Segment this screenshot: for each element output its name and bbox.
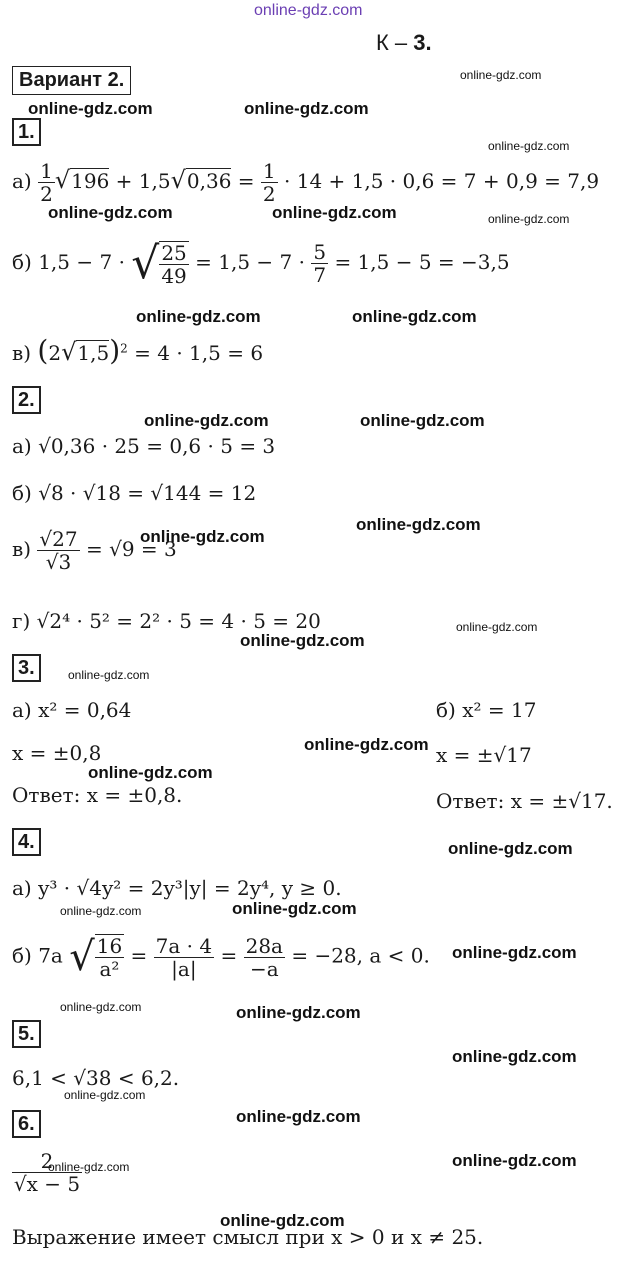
watermark: online-gdz.com xyxy=(488,139,570,153)
watermark: online-gdz.com xyxy=(48,1160,130,1174)
task6-text: Выражение имеет смысл при x > 0 и x ≠ 25. xyxy=(12,1225,484,1249)
watermark: online-gdz.com xyxy=(236,1107,361,1126)
watermark: online-gdz.com xyxy=(452,1047,577,1066)
test-title-number: 3. xyxy=(413,30,432,55)
watermark: online-gdz.com xyxy=(272,203,397,222)
expr: = xyxy=(220,943,238,968)
watermark: online-gdz.com xyxy=(460,68,542,82)
watermark: online-gdz.com xyxy=(232,899,357,918)
watermark: online-gdz.com xyxy=(236,1003,361,1022)
task3-a1: а) x² = 0,64 xyxy=(12,698,132,722)
label: а) xyxy=(12,169,32,193)
variant-label: Вариант 2. xyxy=(12,66,131,95)
watermark: online-gdz.com xyxy=(144,411,269,430)
expr: = 4 · 1,5 = 6 xyxy=(134,341,264,365)
task-number-1: 1. xyxy=(12,118,41,146)
fraction: $\frac{1}{2}$ xyxy=(262,159,276,206)
watermark: online-gdz.com xyxy=(452,943,577,962)
task5-text: 6,1 < √38 < 6,2. xyxy=(12,1066,180,1090)
task-number-5: 5. xyxy=(12,1020,41,1048)
task3-a3: Ответ: x = ±0,8. xyxy=(12,783,183,807)
watermark: online-gdz.com xyxy=(360,411,485,430)
label: б) 7a xyxy=(12,943,63,968)
watermark: online-gdz.com xyxy=(140,527,265,546)
watermark: online-gdz.com xyxy=(88,763,213,782)
watermark: online-gdz.com xyxy=(356,515,481,534)
task4-a: а) y³ · √4y² = 2y³|y| = 2y⁴, y ≥ 0. xyxy=(12,876,342,900)
numerator: 2 xyxy=(12,1150,82,1173)
task1-a: а) $\frac{1}{2}$ √196 + 1,5√0,36 = $\frac{1}{2}$ · 14 + 1,5 · 0,6 = 7 + 0,9 = 7,9 xyxy=(12,159,600,206)
expr: + 1,5 xyxy=(115,169,171,193)
task-number-2: 2. xyxy=(12,386,41,414)
watermark: online-gdz.com xyxy=(60,904,142,918)
task-number-6: 6. xyxy=(12,1110,41,1138)
expr: = 1,5 − 7 · xyxy=(195,250,305,274)
watermark: online-gdz.com xyxy=(136,307,261,326)
watermark-top: online-gdz.com xyxy=(254,2,363,19)
expr: = −28, a < 0. xyxy=(291,943,430,968)
task2-b: б) √8 · √18 = √144 = 12 xyxy=(12,481,257,505)
task6-fraction xyxy=(12,1150,82,1195)
label: в) xyxy=(12,341,32,365)
task2-v: в) $\frac{√27}{√3}$ = √9 = 3 xyxy=(12,527,177,574)
watermark: online-gdz.com xyxy=(28,99,153,118)
task4-b: б) 7a √ $\frac{16}{\text{a²}}$ = $\frac{7a \cdot 4}{|a|}$ = $\frac{28a}{-a}$ = −28, a < 0. xyxy=(12,933,430,981)
test-title xyxy=(376,30,432,56)
watermark: online-gdz.com xyxy=(488,212,570,226)
watermark: online-gdz.com xyxy=(352,307,477,326)
watermark: online-gdz.com xyxy=(60,1000,142,1014)
task2-g: г) √2⁴ · 5² = 2² · 5 = 4 · 5 = 20 xyxy=(12,609,321,633)
task3-b2: x = ±√17 xyxy=(436,743,532,767)
expr: = xyxy=(130,943,148,968)
watermark: online-gdz.com xyxy=(68,668,150,682)
watermark: online-gdz.com xyxy=(220,1211,345,1230)
watermark: online-gdz.com xyxy=(244,99,369,118)
expr: = √9 = 3 xyxy=(85,537,177,561)
test-title-prefix: К – xyxy=(376,30,408,55)
fraction: $\frac{1}{2}$ xyxy=(40,159,53,206)
task-number-3: 3. xyxy=(12,654,41,682)
expr: · 14 + 1,5 · 0,6 = 7 + 0,9 = 7,9 xyxy=(284,169,600,193)
watermark: online-gdz.com xyxy=(456,620,538,634)
watermark: online-gdz.com xyxy=(240,631,365,650)
task1-b: б) 1,5 − 7 · √ $\frac{25}{49}$ = 1,5 − 7 · $\frac{5}{7}$ = 1,5 − 5 = −3,5 xyxy=(12,238,510,289)
denominator: √x − 5 xyxy=(13,1172,81,1196)
watermark: online-gdz.com xyxy=(48,203,173,222)
task-number-4: 4. xyxy=(12,828,41,856)
task1-v: в) $(2√1,5)^2 = 4 \cdot 1,5 = 6$ xyxy=(12,334,264,367)
watermark: online-gdz.com xyxy=(448,839,573,858)
watermark: online-gdz.com xyxy=(304,735,429,754)
task3-b3: Ответ: x = ±√17. xyxy=(436,789,613,813)
label: б) 1,5 − 7 · xyxy=(12,250,125,274)
task3-b1: б) x² = 17 xyxy=(436,698,537,722)
watermark: online-gdz.com xyxy=(452,1151,577,1170)
watermark: online-gdz.com xyxy=(64,1088,146,1102)
task2-a: а) √0,36 · 25 = 0,6 · 5 = 3 xyxy=(12,434,276,458)
label: в) xyxy=(12,537,32,561)
task3-a2: x = ±0,8 xyxy=(12,741,102,765)
expr: = xyxy=(237,169,261,193)
expr: = 1,5 − 5 = −3,5 xyxy=(334,250,510,274)
